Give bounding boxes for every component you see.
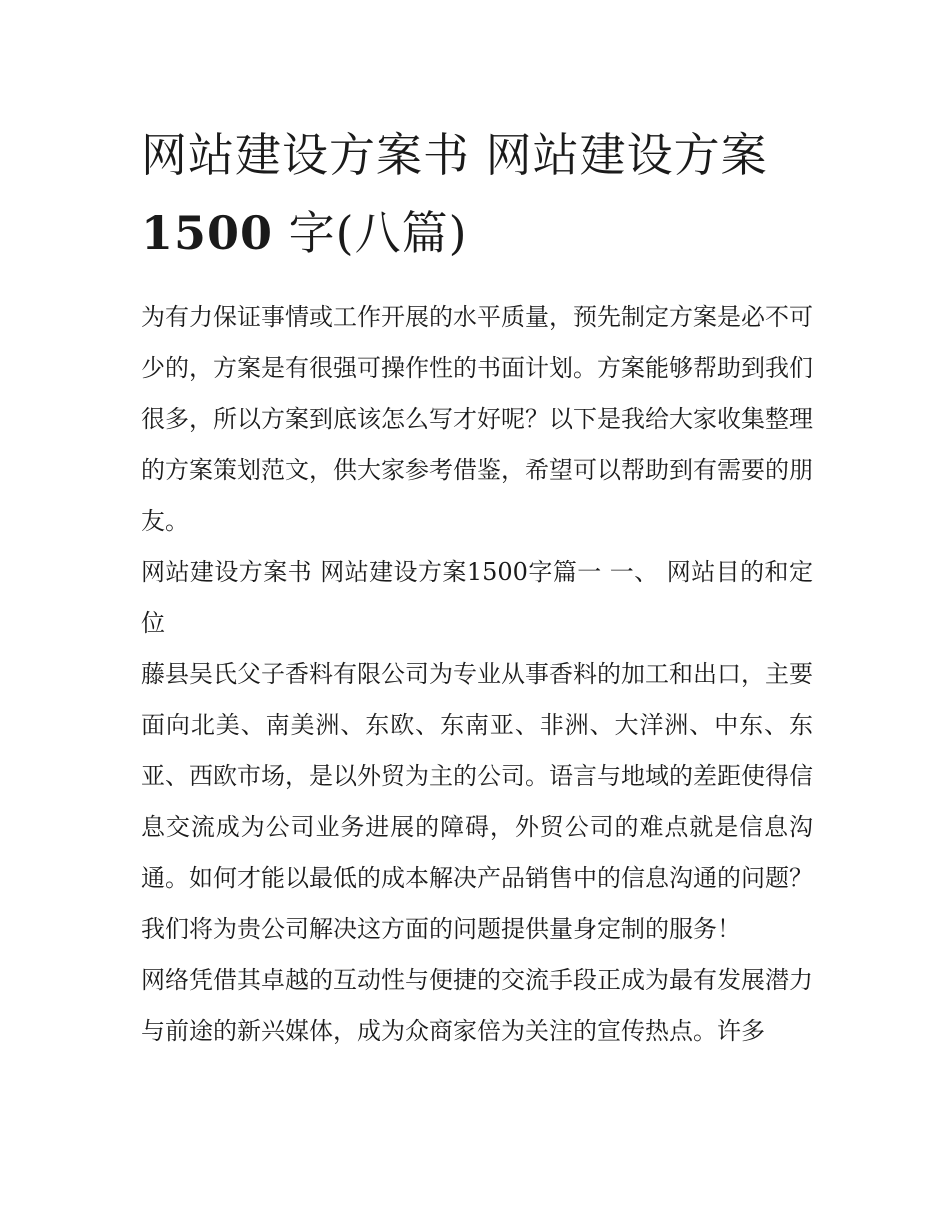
title-number: 1500 bbox=[141, 206, 274, 260]
title-suffix: 字(八篇) bbox=[273, 206, 468, 260]
paragraph-network: 网络凭借其卓越的互动性与便捷的交流手段正成为最有发展潜力与前途的新兴媒体，成为众商家倍为关注的宣传热点。许多 bbox=[141, 966, 813, 1045]
paragraph-company: 藤县吴氏父子香料有限公司为专业从事香料的加工和出口，主要面向北美、南美洲、东欧、东南亚、非洲、大洋洲、中东、东亚、西欧市场，是以外贸为主的公司。语言与地域的差距使得信息交流成为公司业务进展的障碍，外贸公司的难点就是信息沟通。如何才能以最低的成本解决产品销售中的信息沟通的问题？我们将为贵公司解决这方面的问题提供量身定制的服务！ bbox=[141, 660, 813, 943]
title-spacer bbox=[141, 272, 813, 292]
paragraph-intro: 为有力保证事情或工作开展的水平质量，预先制定方案是必不可少的，方案是有很强可操作性的书面计划。方案能够帮助到我们很多，所以方案到底该怎么写才好呢？以下是我给大家收集整理的方案策划范文，供大家参考借鉴，希望可以帮助到有需要的朋友。 bbox=[141, 303, 813, 535]
document-page bbox=[141, 116, 813, 1057]
document-title bbox=[141, 116, 813, 272]
title-line-1: 网站建设方案书 网站建设方案 bbox=[141, 128, 768, 182]
paragraph-section-heading: 网站建设方案书 网站建设方案1500字篇一 一、 网站目的和定位 bbox=[141, 558, 813, 637]
